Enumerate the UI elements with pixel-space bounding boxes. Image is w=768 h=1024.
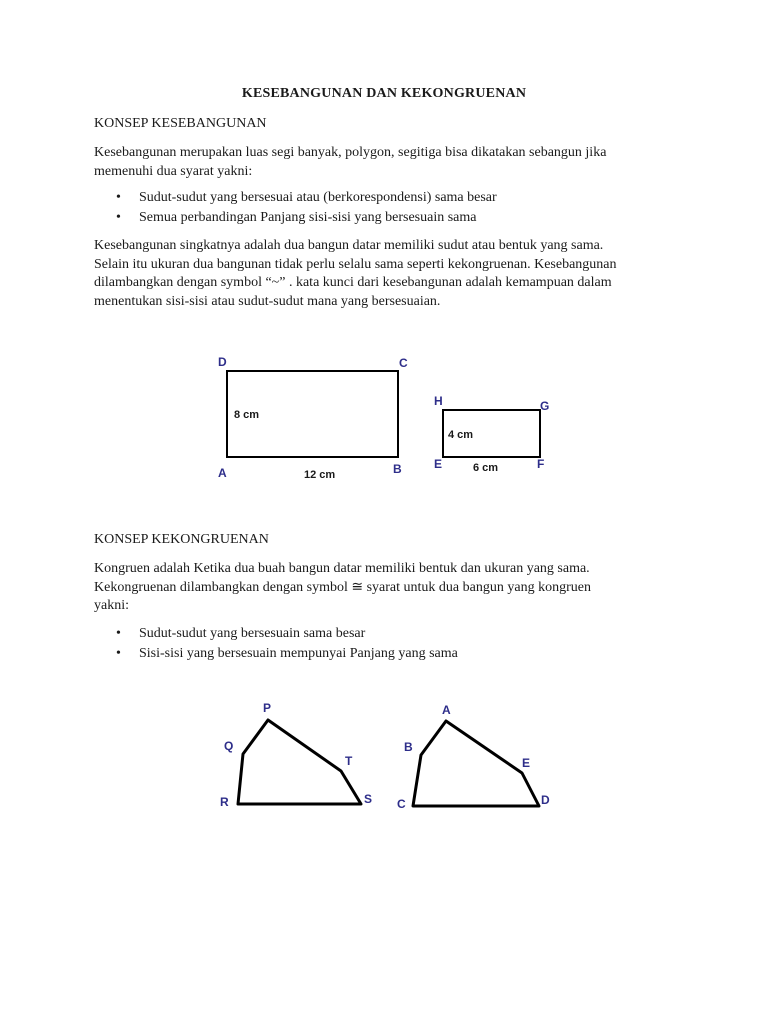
vertex-label-s: S: [364, 792, 373, 806]
bullet-item: • Sisi-sisi yang bersesuain mempunyai Panjang yang sama: [94, 644, 458, 664]
pentagon-abcde: [413, 721, 539, 806]
base-length-label: 12 cm: [304, 469, 336, 481]
vertex-label-a: A: [218, 466, 227, 480]
paragraph-line: Kongruen adalah Ketika dua buah bangun datar memiliki bentuk dan ukuran yang sama.: [94, 561, 590, 576]
side-length-label: 8 cm: [234, 409, 260, 421]
vertex-label-g: G: [540, 399, 550, 413]
paragraph-line: Kesebangunan singkatnya adalah dua bangun datar memiliki sudut atau bentuk yang sama.: [94, 238, 604, 253]
base-length-label: 6 cm: [473, 462, 499, 474]
paragraph-line: Selain itu ukuran dua bangunan tidak perlu selalu sama seperti kekongruenan. Kesebangunan: [94, 256, 617, 272]
paragraph-line: Kesebangunan merupakan luas segi banyak, polygon, segitiga bisa dikatakan sebangun jika: [94, 145, 607, 160]
bullet-item: • Sudut-sudut yang bersesuain sama besar: [94, 624, 458, 644]
document-title: KESEBANGUNAN DAN KEKONGRUENAN: [241, 86, 527, 101]
vertex-label-t: T: [345, 754, 353, 768]
vertex-label-c: C: [399, 356, 408, 370]
paragraph-line: memenuhi dua syarat yakni:: [94, 163, 253, 179]
vertex-label-e: E: [434, 457, 443, 471]
side-length-label: 4 cm: [448, 429, 474, 441]
vertex-label-b: B: [404, 740, 413, 754]
bullet-item: • Sudut-sudut yang bersesuai atau (berkorespondensi) sama besar: [94, 188, 497, 208]
vertex-label-d: D: [541, 793, 550, 807]
vertex-label-f: F: [537, 457, 545, 471]
vertex-label-d: D: [218, 355, 227, 369]
vertex-label-a: A: [442, 703, 451, 717]
section-heading-kekongruenan: KONSEP KEKONGRUENAN: [94, 532, 269, 547]
vertex-label-b: B: [393, 462, 402, 476]
paragraph-line: Kekongruenan dilambangkan dengan symbol ≅ syarat untuk dua bangun yang kongruen: [94, 579, 591, 595]
vertex-label-q: Q: [224, 739, 234, 753]
vertex-label-h: H: [434, 394, 443, 408]
paragraph-line: yakni:: [94, 598, 129, 613]
vertex-label-r: R: [220, 795, 229, 809]
vertex-label-c: C: [397, 797, 406, 811]
paragraph-line: menentukan sisi-sisi atau sudut-sudut mana yang bersesuaian.: [94, 293, 441, 309]
bullet-item: • Semua perbandingan Panjang sisi-sisi yang bersesuain sama: [94, 208, 497, 228]
vertex-label-e: E: [522, 756, 531, 770]
pentagon-pqrst: [238, 720, 361, 804]
section-heading-kesebangunan: KONSEP KESEBANGUNAN: [94, 116, 267, 131]
figure-similar-rectangles: [218, 355, 549, 481]
vertex-label-p: P: [263, 701, 272, 715]
paragraph-line: dilambangkan dengan symbol “~” . kata kunci dari kesebangunan adalah kemampuan dalam: [94, 275, 612, 290]
figure-congruent-pentagons: [220, 701, 550, 811]
